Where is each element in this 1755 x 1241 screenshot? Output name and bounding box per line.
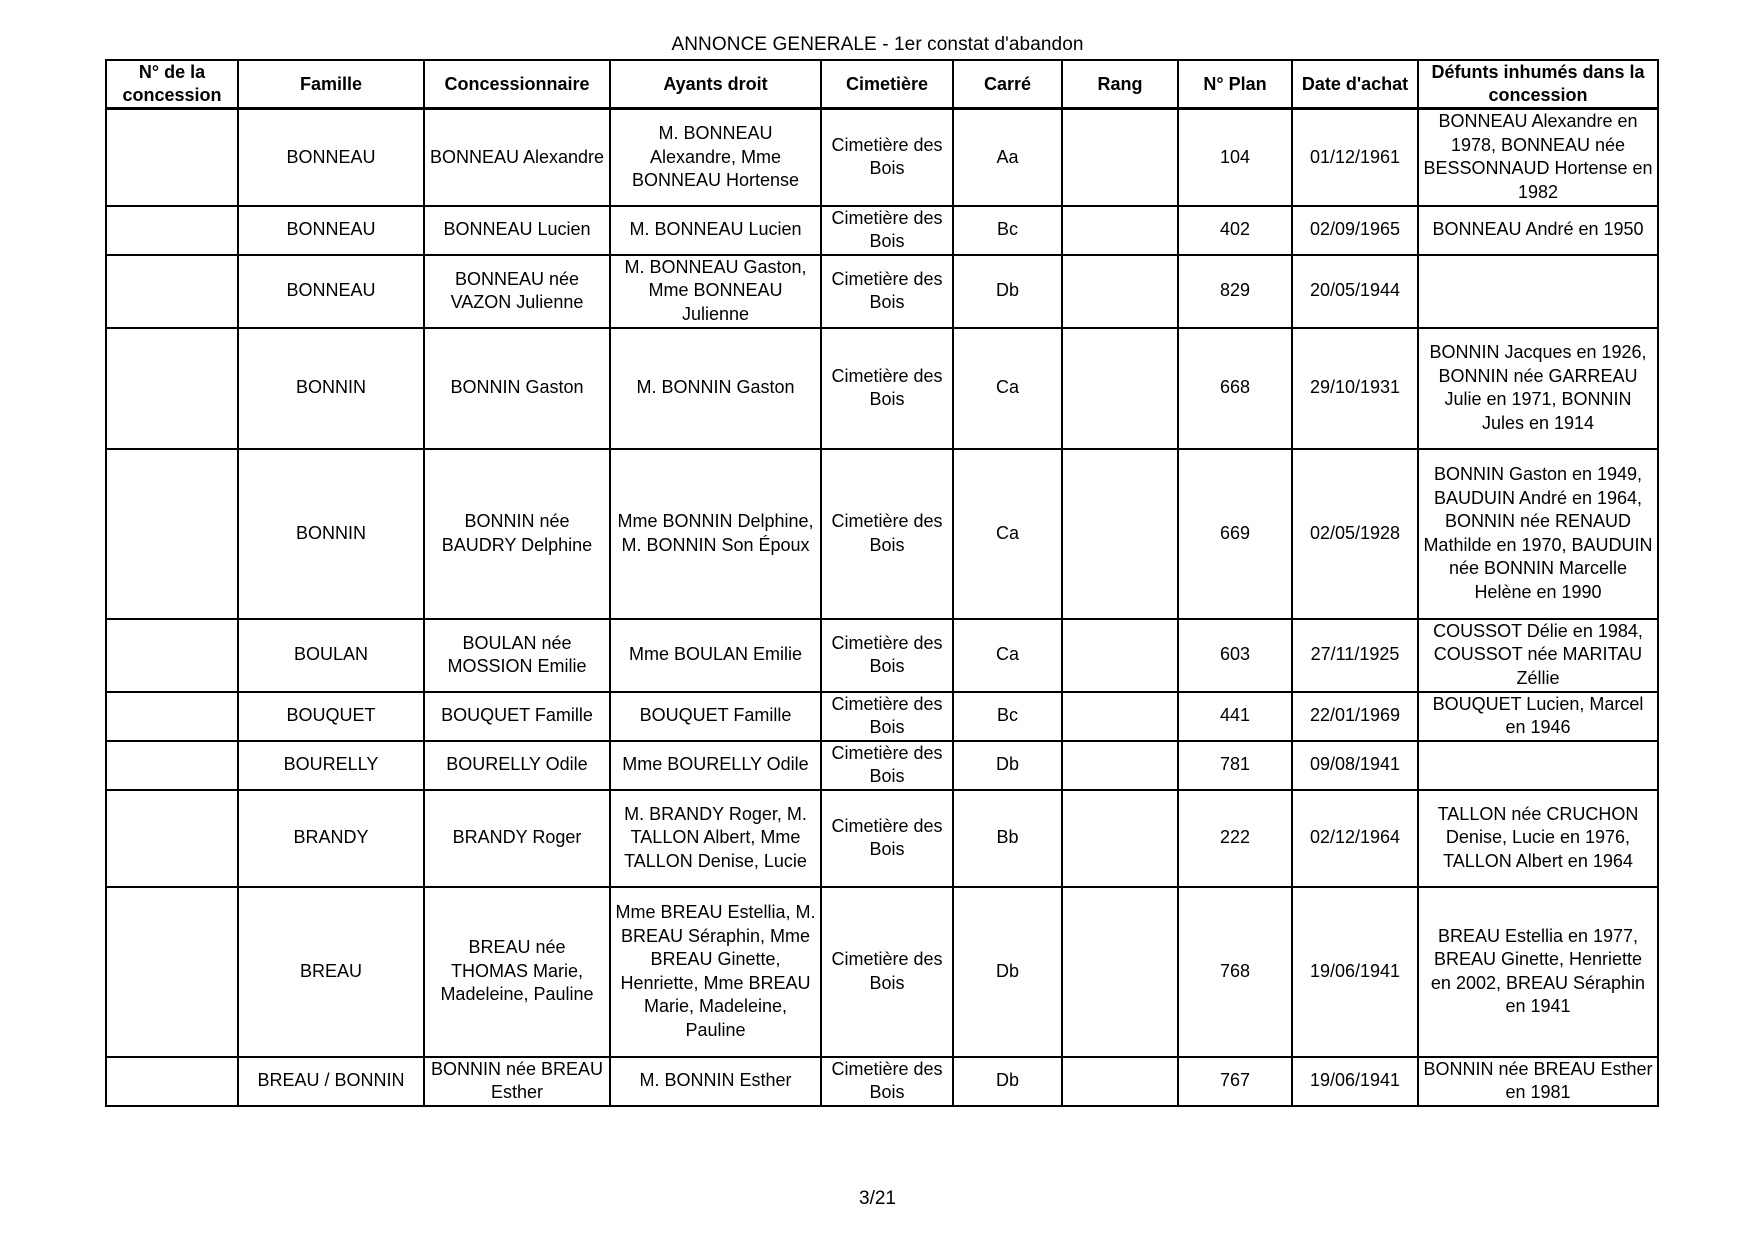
cell-defunts <box>1418 741 1658 790</box>
concession-table <box>105 59 1659 1107</box>
cell-plan-number: 402 <box>1178 206 1292 255</box>
cell-concession-number <box>106 255 238 328</box>
cell-defunts: BONNIN née BREAU Esther en 1981 <box>1418 1057 1658 1106</box>
cell-plan-number: 767 <box>1178 1057 1292 1106</box>
cell-rang <box>1062 206 1178 255</box>
cell-rang <box>1062 692 1178 741</box>
table-row <box>106 255 1658 328</box>
cell-ayants-droit: Mme BONNIN Delphine, M. BONNIN Son Époux <box>610 449 821 619</box>
cell-date-achat: 02/05/1928 <box>1292 449 1418 619</box>
cell-carre: Aa <box>953 109 1062 206</box>
cell-concessionnaire: BOULAN née MOSSION Emilie <box>424 619 610 692</box>
cell-concessionnaire: BONNIN Gaston <box>424 328 610 449</box>
cell-carre: Bb <box>953 790 1062 887</box>
cell-date-achat: 01/12/1961 <box>1292 109 1418 206</box>
cell-rang <box>1062 449 1178 619</box>
cell-rang <box>1062 887 1178 1057</box>
cell-rang <box>1062 255 1178 328</box>
cell-concession-number <box>106 449 238 619</box>
header-ayants-droit: Ayants droit <box>610 60 821 109</box>
cell-concessionnaire: BOURELLY Odile <box>424 741 610 790</box>
cell-rang <box>1062 1057 1178 1106</box>
cell-ayants-droit: M. BONNIN Gaston <box>610 328 821 449</box>
cell-defunts: BONNEAU André en 1950 <box>1418 206 1658 255</box>
cell-famille: BONNIN <box>238 449 424 619</box>
cell-concessionnaire: BONNIN née BAUDRY Delphine <box>424 449 610 619</box>
cell-cimetiere: Cimetière des Bois <box>821 255 953 328</box>
table-row <box>106 741 1658 790</box>
cell-concession-number <box>106 109 238 206</box>
cell-date-achat: 22/01/1969 <box>1292 692 1418 741</box>
cell-carre: Bc <box>953 206 1062 255</box>
table-row <box>106 619 1658 692</box>
header-cimetiere: Cimetière <box>821 60 953 109</box>
cell-date-achat: 02/09/1965 <box>1292 206 1418 255</box>
cell-famille: BRANDY <box>238 790 424 887</box>
cell-defunts: BOUQUET Lucien, Marcel en 1946 <box>1418 692 1658 741</box>
cell-date-achat: 02/12/1964 <box>1292 790 1418 887</box>
cell-carre: Db <box>953 887 1062 1057</box>
table-row <box>106 790 1658 887</box>
cell-ayants-droit: Mme BREAU Estellia, M. BREAU Séraphin, Mme BREAU Ginette, Henriette, Mme BREAU Marie, Madeleine, Pauline <box>610 887 821 1057</box>
cell-defunts: BONNIN Jacques en 1926, BONNIN née GARREAU Julie en 1971, BONNIN Jules en 1914 <box>1418 328 1658 449</box>
cell-cimetiere: Cimetière des Bois <box>821 1057 953 1106</box>
cell-cimetiere: Cimetière des Bois <box>821 887 953 1057</box>
cell-defunts: COUSSOT Délie en 1984, COUSSOT née MARITAU Zéllie <box>1418 619 1658 692</box>
table-header-row <box>106 60 1658 109</box>
cell-famille: BONNIN <box>238 328 424 449</box>
cell-defunts: TALLON née CRUCHON Denise, Lucie en 1976, TALLON Albert en 1964 <box>1418 790 1658 887</box>
cell-carre: Ca <box>953 328 1062 449</box>
cell-ayants-droit: M. BRANDY Roger, M. TALLON Albert, Mme TALLON Denise, Lucie <box>610 790 821 887</box>
cell-concessionnaire: BONNIN née BREAU Esther <box>424 1057 610 1106</box>
cell-concession-number <box>106 619 238 692</box>
cell-plan-number: 668 <box>1178 328 1292 449</box>
table-row <box>106 887 1658 1057</box>
cell-concessionnaire: BONNEAU Alexandre <box>424 109 610 206</box>
cell-concessionnaire: BRANDY Roger <box>424 790 610 887</box>
cell-carre: Ca <box>953 449 1062 619</box>
cell-cimetiere: Cimetière des Bois <box>821 692 953 741</box>
cell-plan-number: 829 <box>1178 255 1292 328</box>
cell-famille: BOURELLY <box>238 741 424 790</box>
cell-rang <box>1062 741 1178 790</box>
cell-cimetiere: Cimetière des Bois <box>821 109 953 206</box>
cell-carre: Db <box>953 1057 1062 1106</box>
cell-ayants-droit: BOUQUET Famille <box>610 692 821 741</box>
cell-concessionnaire: BREAU née THOMAS Marie, Madeleine, Pauline <box>424 887 610 1057</box>
cell-plan-number: 603 <box>1178 619 1292 692</box>
cell-rang <box>1062 109 1178 206</box>
cell-rang <box>1062 790 1178 887</box>
cell-date-achat: 29/10/1931 <box>1292 328 1418 449</box>
cell-rang <box>1062 619 1178 692</box>
cell-concession-number <box>106 790 238 887</box>
cell-famille: BONNEAU <box>238 206 424 255</box>
concession-table-container <box>105 59 1657 1107</box>
cell-famille: BOUQUET <box>238 692 424 741</box>
table-row <box>106 1057 1658 1106</box>
cell-plan-number: 669 <box>1178 449 1292 619</box>
cell-carre: Db <box>953 741 1062 790</box>
cell-cimetiere: Cimetière des Bois <box>821 619 953 692</box>
table-row <box>106 206 1658 255</box>
table-row <box>106 328 1658 449</box>
cell-concessionnaire: BONNEAU née VAZON Julienne <box>424 255 610 328</box>
cell-cimetiere: Cimetière des Bois <box>821 328 953 449</box>
cell-date-achat: 19/06/1941 <box>1292 1057 1418 1106</box>
cell-carre: Db <box>953 255 1062 328</box>
cell-concessionnaire: BONNEAU Lucien <box>424 206 610 255</box>
cell-famille: BONNEAU <box>238 255 424 328</box>
cell-concession-number <box>106 692 238 741</box>
cell-carre: Ca <box>953 619 1062 692</box>
cell-carre: Bc <box>953 692 1062 741</box>
cell-famille: BONNEAU <box>238 109 424 206</box>
cell-date-achat: 27/11/1925 <box>1292 619 1418 692</box>
header-carre: Carré <box>953 60 1062 109</box>
cell-concession-number <box>106 206 238 255</box>
cell-plan-number: 768 <box>1178 887 1292 1057</box>
cell-cimetiere: Cimetière des Bois <box>821 449 953 619</box>
cell-famille: BREAU <box>238 887 424 1057</box>
cell-plan-number: 781 <box>1178 741 1292 790</box>
header-famille: Famille <box>238 60 424 109</box>
cell-date-achat: 19/06/1941 <box>1292 887 1418 1057</box>
cell-defunts: BONNEAU Alexandre en 1978, BONNEAU née BESSONNAUD Hortense en 1982 <box>1418 109 1658 206</box>
cell-defunts <box>1418 255 1658 328</box>
cell-cimetiere: Cimetière des Bois <box>821 206 953 255</box>
table-row <box>106 692 1658 741</box>
cell-date-achat: 20/05/1944 <box>1292 255 1418 328</box>
header-plan-number: N° Plan <box>1178 60 1292 109</box>
cell-concession-number <box>106 887 238 1057</box>
cell-concession-number <box>106 1057 238 1106</box>
cell-plan-number: 104 <box>1178 109 1292 206</box>
cell-famille: BOULAN <box>238 619 424 692</box>
cell-plan-number: 222 <box>1178 790 1292 887</box>
cell-cimetiere: Cimetière des Bois <box>821 741 953 790</box>
table-row <box>106 449 1658 619</box>
cell-ayants-droit: M. BONNEAU Gaston, Mme BONNEAU Julienne <box>610 255 821 328</box>
cell-rang <box>1062 328 1178 449</box>
cell-concessionnaire: BOUQUET Famille <box>424 692 610 741</box>
header-rang: Rang <box>1062 60 1178 109</box>
cell-ayants-droit: Mme BOURELLY Odile <box>610 741 821 790</box>
page-number: 3/21 <box>859 1188 896 1209</box>
cell-cimetiere: Cimetière des Bois <box>821 790 953 887</box>
header-date-achat: Date d'achat <box>1292 60 1418 109</box>
cell-ayants-droit: M. BONNEAU Lucien <box>610 206 821 255</box>
cell-plan-number: 441 <box>1178 692 1292 741</box>
cell-defunts: BONNIN Gaston en 1949, BAUDUIN André en 1964, BONNIN née RENAUD Mathilde en 1970, BAUDUIN née BONNIN Marcelle Helène en 1990 <box>1418 449 1658 619</box>
cell-ayants-droit: M. BONNIN Esther <box>610 1057 821 1106</box>
cell-famille: BREAU / BONNIN <box>238 1057 424 1106</box>
header-concessionnaire: Concessionnaire <box>424 60 610 109</box>
cell-ayants-droit: Mme BOULAN Emilie <box>610 619 821 692</box>
table-row <box>106 109 1658 206</box>
header-concession-number: N° de la concession <box>106 60 238 109</box>
header-defunts: Défunts inhumés dans la concession <box>1418 60 1658 109</box>
cell-date-achat: 09/08/1941 <box>1292 741 1418 790</box>
cell-ayants-droit: M. BONNEAU Alexandre, Mme BONNEAU Hortense <box>610 109 821 206</box>
cell-concession-number <box>106 328 238 449</box>
cell-concession-number <box>106 741 238 790</box>
cell-defunts: BREAU Estellia en 1977, BREAU Ginette, Henriette en 2002, BREAU Séraphin en 1941 <box>1418 887 1658 1057</box>
document-title: ANNONCE GENERALE - 1er constat d'abandon <box>671 34 1084 55</box>
